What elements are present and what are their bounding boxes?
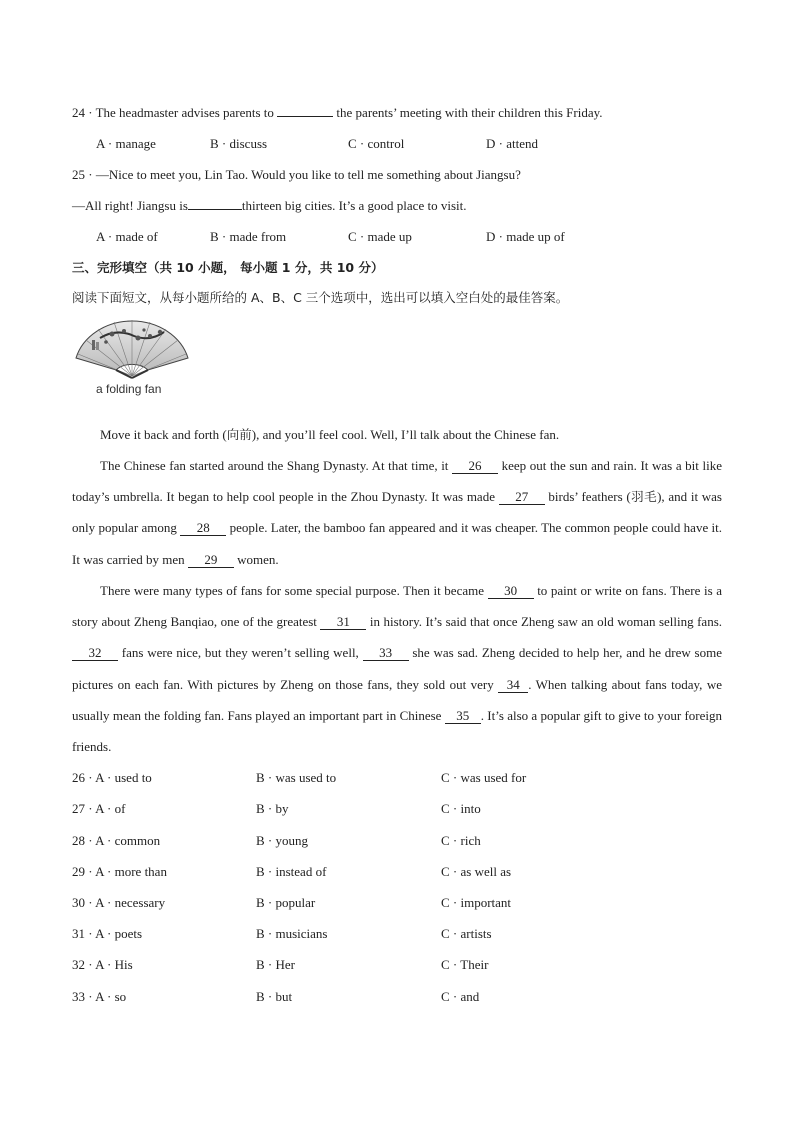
blank-28: 28	[180, 521, 226, 536]
folding-fan-image	[72, 318, 192, 380]
p2-text-e: ), and it was only popular among	[72, 489, 722, 536]
q31-option-b: B · musicians	[256, 926, 328, 941]
passage-paragraph-1	[72, 419, 722, 450]
blank-32: 32	[72, 646, 118, 661]
q24-option-c: C · control	[348, 136, 405, 151]
question-24-stem	[72, 104, 603, 122]
q25-reply-post: thirteen big cities. It’s a good place to visit.	[241, 198, 467, 213]
q27-option-b: B · by	[256, 801, 289, 816]
blank-34: 34	[498, 678, 528, 693]
q27-option-a: 27 · A · of	[72, 801, 126, 816]
p1-text-a: Move it back and forth (	[100, 427, 227, 442]
blank-30: 30	[488, 584, 534, 599]
p2-text-d: birds’ feathers (	[548, 489, 631, 505]
q24-option-b: B · discuss	[210, 136, 268, 151]
p3-text-b: to paint or write on fans. There is a story about Zheng Banqiao, one of the greatest	[72, 583, 723, 630]
q29-option-b: B · instead of	[256, 864, 327, 879]
q24-option-a: A · manage	[96, 136, 156, 151]
q25-option-c: C · made up	[348, 229, 412, 244]
q28-option-b: B · young	[256, 833, 308, 848]
q33-option-c: C · and	[441, 989, 480, 1004]
figure-caption: a folding fan	[96, 382, 162, 396]
q31-option-c: C · artists	[441, 926, 492, 941]
blank-35: 35	[445, 709, 481, 724]
p2-text-a: The Chinese fan started around the Shang Dynasty. At that time, it	[100, 458, 449, 473]
q26-option-c: C · was used for	[441, 770, 527, 785]
blank-26: 26	[452, 459, 498, 474]
q27-option-c: C · into	[441, 801, 481, 816]
q24-blank	[277, 116, 333, 117]
section-3-title: 三、完形填空（共 10 小题， 每小题 1 分，共 10 分）	[72, 260, 384, 275]
q24-stem-post: the parents’ meeting with their children this Friday.	[336, 105, 603, 120]
blank-33: 33	[363, 646, 409, 661]
passage-paragraph-3	[72, 575, 722, 762]
passage-paragraph-2	[72, 450, 722, 575]
q28-option-a: 28 · A · common	[72, 833, 161, 848]
p2-text-f: people. Later, the bamboo fan appeared and it was cheaper. The common people could have it. It was carried by men	[72, 520, 723, 567]
p3-text-a: There were many types of fans for some special purpose. Then it became	[100, 583, 484, 598]
q26-option-a: 26 · A · used to	[72, 770, 152, 785]
q24-stem-pre: 24 · The headmaster advises parents to	[72, 105, 274, 120]
p3-text-c: in history. It’s said that once Zheng saw an old woman selling fans.	[369, 614, 723, 630]
q26-option-b: B · was used to	[256, 770, 337, 785]
q25-option-b: B · made from	[210, 229, 287, 244]
folding-fan-figure	[72, 318, 192, 400]
q25-reply-pre: —All right! Jiangsu is	[72, 198, 188, 213]
q30-option-c: C · important	[441, 895, 512, 910]
p2-text-g: women.	[237, 551, 279, 567]
p2-text-c: keep out the sun and rain. It was a bit like today’s umbrella. It began to help cool people in the Zhou Dynasty. It was made	[72, 458, 722, 505]
q32-option-b: B · Her	[256, 957, 295, 972]
question-25-reply	[72, 197, 466, 215]
p2-chinese-gloss: 羽毛	[630, 489, 658, 505]
q30-option-a: 30 · A · necessary	[72, 895, 166, 910]
q32-option-c: C · Their	[441, 957, 489, 972]
q25-blank	[188, 209, 242, 210]
blank-31: 31	[320, 615, 366, 630]
q28-option-c: C · rich	[441, 833, 481, 848]
question-25-stem: 25 · —Nice to meet you, Lin Tao. Would you like to tell me something about Jiangsu?	[72, 167, 521, 182]
q25-option-d: D · made up of	[486, 229, 565, 244]
p1-text-b: ), and you’ll feel cool. Well, I’ll talk about the Chinese fan.	[251, 427, 560, 442]
q31-option-a: 31 · A · poets	[72, 926, 143, 941]
q25-option-a: A · made of	[96, 229, 158, 244]
p3-text-d: fans were nice, but they weren’t selling well,	[121, 645, 359, 661]
q24-option-d: D · attend	[486, 136, 538, 151]
blank-27: 27	[499, 490, 545, 505]
p3-text-g: . It’s also a popular gift to give to your foreign friends.	[72, 707, 722, 755]
q32-option-a: 32 · A · His	[72, 957, 133, 972]
p3-text-f: . When talking about fans today, we usually mean the folding fan. Fans played an important part in Chinese	[72, 676, 722, 723]
blank-29: 29	[188, 553, 234, 568]
q30-option-b: B · popular	[256, 895, 316, 910]
section-3-instruction: 阅读下面短文，从每小题所给的 A、B、C 三个选项中，选出可以填入空白处的最佳答案。	[72, 290, 569, 305]
p1-chinese-gloss: 向前	[226, 427, 252, 442]
q33-option-a: 33 · A · so	[72, 989, 127, 1004]
q29-option-a: 29 · A · more than	[72, 864, 167, 879]
p3-text-e: she was sad. Zheng decided to help her, and he drew some pictures on each fan. With pictures by Zheng on those fans, they sold out very	[72, 645, 722, 692]
q33-option-b: B · but	[256, 989, 293, 1004]
q29-option-c: C · as well as	[441, 864, 512, 879]
